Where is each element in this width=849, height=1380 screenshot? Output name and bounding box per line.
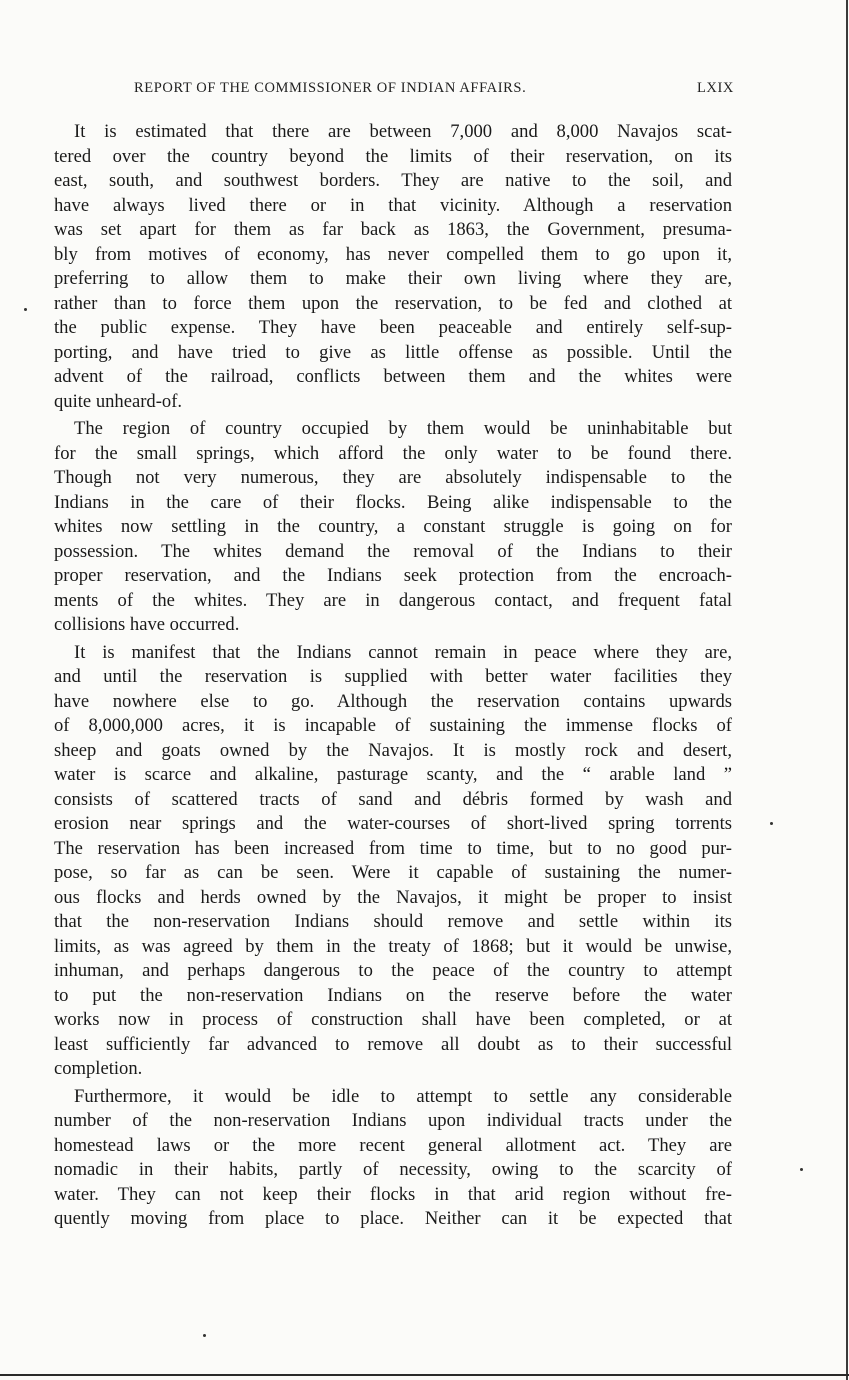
text-line: homestead laws or the more recent general allotment act. They are [54, 1134, 732, 1156]
ink-speck [770, 822, 773, 825]
text-line: that the non-reservation Indians should remove and settle within its [54, 911, 732, 932]
text-line: east, south, and southwest borders. They are native to the soil, and [54, 170, 732, 191]
text-line: preferring to allow them to make their own living where they are, [54, 268, 732, 289]
text-line: It is estimated that there are between 7,000 and 8,000 Navajos scat- [74, 121, 732, 142]
paragraph-3 [54, 641, 732, 1082]
text-line: the public expense. They have been peaceable and entirely self-sup- [54, 317, 732, 338]
text-line: sheep and goats owned by the Navajos. It is mostly rock and desert, [54, 739, 732, 761]
text-line: least sufficiently far advanced to remove all doubt as to their successful [54, 1033, 732, 1055]
text-line: The region of country occupied by them would be uninhabitable but [74, 418, 732, 439]
text-line: quite unheard-of. [54, 390, 183, 412]
ink-speck [203, 1334, 206, 1337]
text-line: rather than to force them upon the reservation, to be fed and clothed at [54, 292, 732, 314]
text-line: inhuman, and perhaps dangerous to the peace of the country to attempt [54, 960, 732, 981]
text-line: whites now settling in the country, a constant struggle is going on for [54, 516, 732, 537]
text-line: tered over the country beyond the limits of their reservation, on its [54, 145, 732, 167]
text-line: erosion near springs and the water-courses of short-lived spring torrents [54, 813, 732, 834]
text-line: nomadic in their habits, partly of necessity, owing to the scarcity of [54, 1159, 732, 1180]
text-line: porting, and have tried to give as little offense as possible. Until the [54, 341, 732, 363]
text-line: completion. [54, 1058, 143, 1079]
ink-speck [24, 308, 27, 311]
text-line: bly from motives of economy, has never compelled them to go upon it, [54, 243, 732, 265]
text-line: to put the non-reservation Indians on the reserve before the water [54, 984, 732, 1006]
text-line: It is manifest that the Indians cannot remain in peace where they are, [74, 641, 732, 663]
text-line: ous flocks and herds owned by the Navajos, it might be proper to insist [54, 886, 732, 908]
paragraph-4 [54, 1085, 732, 1232]
paragraph-2 [54, 417, 732, 638]
text-line: pose, so far as can be seen. Were it capable of sustaining the numer- [54, 862, 732, 883]
text-line: Though not very numerous, they are absolutely indispensable to the [54, 467, 732, 488]
body-text [54, 120, 732, 1235]
text-line: water. They can not keep their flocks in that arid region without fre- [54, 1183, 732, 1205]
text-line: and until the reservation is supplied with better water facilities they [54, 666, 732, 687]
text-line: limits, as was agreed by them in the treaty of 1868; but it would be unwise, [54, 935, 732, 957]
text-line: The reservation has been increased from time to time, but to no good pur- [54, 837, 732, 859]
text-line: was set apart for them as far back as 1863, the Government, presuma- [54, 219, 732, 240]
text-line: consists of scattered tracts of sand and débris formed by wash and [54, 788, 732, 810]
text-line: number of the non-reservation Indians upon individual tracts under the [54, 1110, 732, 1131]
page-number: LXIX [696, 80, 734, 96]
ink-speck [800, 1168, 803, 1171]
page-edge-bottom [0, 1374, 849, 1376]
paragraph-1 [54, 120, 732, 414]
text-line: Furthermore, it would be idle to attempt to settle any considerable [74, 1085, 732, 1107]
running-head [54, 80, 734, 100]
text-line: have always lived there or in that vicinity. Although a reservation [54, 194, 732, 216]
text-line: collisions have occurred. [54, 614, 240, 635]
text-line: for the small springs, which afford the only water to be found there. [54, 442, 732, 464]
text-line: Indians in the care of their flocks. Being alike indispensable to the [54, 491, 732, 513]
page-edge-right [846, 0, 848, 1380]
text-line: works now in process of construction shall have been completed, or at [54, 1009, 732, 1030]
text-line: quently moving from place to place. Neither can it be expected that [54, 1208, 732, 1229]
text-line: water is scarce and alkaline, pasturage scanty, and the “ arable land ” [54, 764, 732, 785]
text-line: possession. The whites demand the removal of the Indians to their [54, 540, 732, 562]
text-line: advent of the railroad, conflicts between them and the whites were [54, 366, 732, 387]
text-line: of 8,000,000 acres, it is incapable of sustaining the immense flocks of [54, 715, 732, 736]
text-line: ments of the whites. They are in dangerous contact, and frequent fatal [54, 589, 732, 611]
text-line: have nowhere else to go. Although the reservation contains upwards [54, 690, 732, 712]
text-line: proper reservation, and the Indians seek protection from the encroach- [54, 565, 732, 586]
running-head-title: REPORT OF THE COMMISSIONER OF INDIAN AFFAIRS. [134, 80, 527, 96]
